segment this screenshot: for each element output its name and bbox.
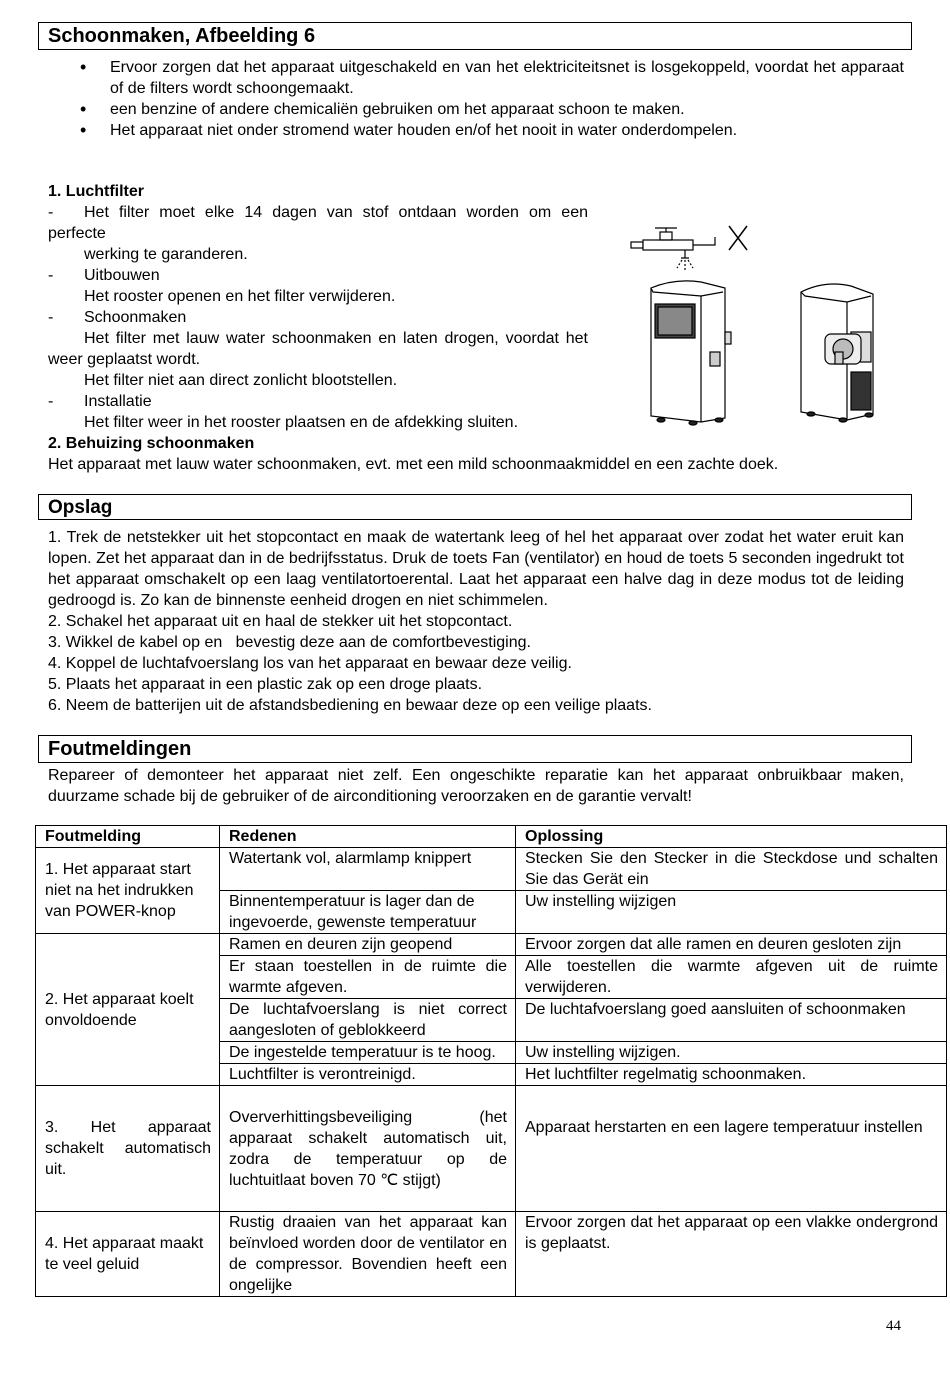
storage-step: 6. Neem de batterijen uit de afstandsbediening en bewaar deze op een veilige plaats. xyxy=(48,697,652,714)
error-table xyxy=(35,825,947,1297)
solution-cell: De luchtafvoerslang goed aansluiten of schoonmaken xyxy=(516,999,947,1042)
solution-cell: Ervoor zorgen dat het apparaat op een vlakke ondergrond is geplaatst. xyxy=(516,1212,947,1297)
reason-cell: Er staan toestellen in de ruimte die warmte afgeven. xyxy=(220,956,516,999)
table-row xyxy=(36,848,947,891)
air-conditioner-back-icon xyxy=(801,284,873,422)
cleaning-bullet-list xyxy=(80,57,904,141)
housing-heading: 2. Behuizing schoonmaken xyxy=(48,435,255,452)
table-header-row xyxy=(36,826,947,848)
filter-interval-text-cont: werking te garanderen. xyxy=(84,246,248,263)
solution-cell: Uw instelling wijzigen. xyxy=(516,1042,947,1064)
reason-cell: Luchtfilter is verontreinigd. xyxy=(220,1064,516,1086)
air-conditioner-front-icon xyxy=(651,281,731,425)
storage-step: 5. Plaats het apparaat in een plastic zak op een droge plaats. xyxy=(48,676,483,693)
air-filter-instructions xyxy=(48,181,588,433)
section-title-cleaning: Schoonmaken, Afbeelding 6 xyxy=(38,22,912,50)
storage-step: 4. Koppel de luchtafvoerslang los van het apparaat en bewaar deze veilig. xyxy=(48,655,572,672)
cleaning-illustration xyxy=(625,222,885,430)
install-label: - Installatie xyxy=(48,393,152,410)
clean-text: Het filter met lauw water schoonmaken en laten drogen, voordat het weer geplaatst wordt. xyxy=(48,330,588,368)
reason-cell: Binnentemperatuur is lager dan de ingevoerde, gewenste temperatuur xyxy=(220,891,516,934)
reason-cell: De luchtafvoerslang is niet correct aangesloten of geblokkeerd xyxy=(220,999,516,1042)
faucet-icon xyxy=(631,228,715,270)
solution-cell: Uw instelling wijzigen xyxy=(516,891,947,934)
fault-cell: 2. Het apparaat koelt onvoldoende xyxy=(36,934,220,1086)
sunlight-text: Het filter niet aan direct zonlicht blootstellen. xyxy=(84,372,398,389)
remove-text: Het rooster openen en het filter verwijderen. xyxy=(84,288,396,305)
reason-cell: Watertank vol, alarmlamp knippert xyxy=(220,848,516,891)
solution-cell: Apparaat herstarten en een lagere temperatuur instellen xyxy=(516,1086,947,1212)
solution-cell: Stecken Sie den Stecker in die Steckdose und schalten Sie das Gerät ein xyxy=(516,848,947,891)
table-row xyxy=(36,934,947,956)
list-item: • Het apparaat niet onder stromend water houden en/of het nooit in water onderdompelen. xyxy=(80,120,904,141)
housing-text: Het apparaat met lauw water schoonmaken, evt. met een mild schoonmaakmiddel en een zachte doek. xyxy=(48,456,779,473)
solution-cell: Ervoor zorgen dat alle ramen en deuren gesloten zijn xyxy=(516,934,947,956)
table-row xyxy=(36,1212,947,1297)
prohibited-icon xyxy=(729,226,747,250)
solution-cell: Alle toestellen die warmte afgeven uit de ruimte verwijderen. xyxy=(516,956,947,999)
page-number: 44 xyxy=(886,1318,901,1334)
storage-step: 3. Wikkel de kabel op en bevestig deze aan de comfortbevestiging. xyxy=(48,634,531,651)
remove-label: - Uitbouwen xyxy=(48,267,160,284)
section-title-storage: Opslag xyxy=(38,494,912,520)
storage-steps xyxy=(48,527,904,716)
table-row xyxy=(36,1086,947,1212)
reason-cell: De ingestelde temperatuur is te hoog. xyxy=(220,1042,516,1064)
section-title-errors: Foutmeldingen xyxy=(38,735,912,763)
list-item: • Ervoor zorgen dat het apparaat uitgeschakeld en van het elektriciteitsnet is losgekoppeld, voordat het apparaat of de filters wordt schoongemaakt. xyxy=(80,57,904,99)
errors-intro: Repareer of demonteer het apparaat niet zelf. Een ongeschikte reparatie kan het apparaat onbruikbaar maken, duurzame schade bij de gebruiker of de airconditioning veroorzaken en de garantie vervalt! xyxy=(48,767,904,805)
fault-cell: 4. Het apparaat maakt te veel geluid xyxy=(36,1212,220,1297)
column-header: Oplossing xyxy=(516,826,947,848)
reason-cell: Ramen en deuren zijn geopend xyxy=(220,934,516,956)
column-header: Redenen xyxy=(220,826,516,848)
install-text: Het filter weer in het rooster plaatsen en de afdekking sluiten. xyxy=(84,414,519,431)
clean-label: - Schoonmaken xyxy=(48,309,187,326)
solution-cell: Het luchtfilter regelmatig schoonmaken. xyxy=(516,1064,947,1086)
storage-step: 1. Trek de netstekker uit het stopcontact en maak de watertank leeg of hel het apparaat over zodat het water eruit kan lopen. Zet het apparaat dan in de bedrijfsstatus. Druk de toets Fan (ventilator) en houd de toets 5 seconden ingedrukt tot het apparaat omschakelt op een laag ventilatortoerental. Laat het apparaat een halve dag in deze modus tot de leiding gedroogd is. Zo kan de binnenste eenheid drogen en niet schimmelen. xyxy=(48,529,904,609)
fault-cell: 3. Het apparaat schakelt automatisch uit. xyxy=(36,1086,220,1212)
filter-interval-text: - Het filter moet elke 14 dagen van stof ontdaan worden om een perfecte xyxy=(48,204,588,242)
column-header: Foutmelding xyxy=(36,826,220,848)
storage-step: 2. Schakel het apparaat uit en haal de stekker uit het stopcontact. xyxy=(48,613,513,630)
list-item: • een benzine of andere chemicaliën gebruiken om het apparaat schoon te maken. xyxy=(80,99,904,120)
reason-cell: Rustig draaien van het apparaat kan beïnvloed worden door de ventilator en de compressor. Bovendien heeft een ongelijke xyxy=(220,1212,516,1297)
reason-cell: Oververhittingsbeveiliging (het apparaat schakelt automatisch uit, zodra de temperatuur op de luchtuitlaat boven 70 ℃ stijgt) xyxy=(220,1086,516,1212)
housing-cleaning xyxy=(48,433,904,475)
fault-cell: 1. Het apparaat start niet na het indrukken van POWER-knop xyxy=(36,848,220,934)
air-filter-heading: 1. Luchtfilter xyxy=(48,183,145,200)
